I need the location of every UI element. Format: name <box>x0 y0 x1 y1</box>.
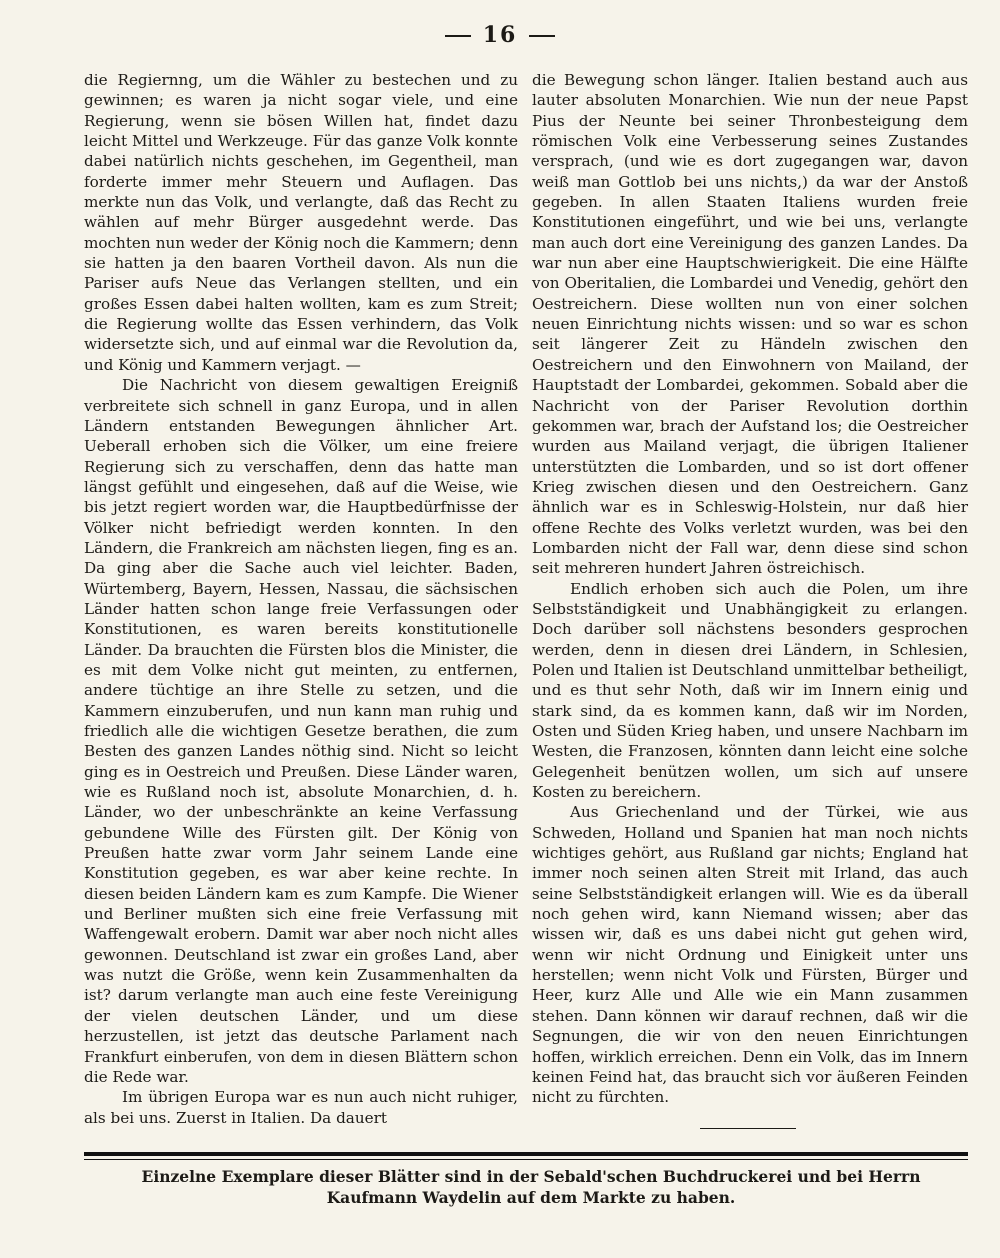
page-header <box>0 22 1000 48</box>
paragraph: Aus Griechenland und der Türkei, wie aus Schweden, Holland und Spanien hat man noch nichts wichtiges gehört, aus Rußland gar nichts; England hat immer noch seinen alten Streit mit Irland, das auch seine Selbstständigkeit erlangen will. Wie es da überall noch gehen wird, kann Niemand wissen; aber das wissen wir, daß es uns dabei nicht gut gehen wird, wenn wir nicht Ordnung und Einigkeit unter uns herstellen; wenn nicht Volk und Fürsten, Bürger und Heer, kurz Alle und Alle wie ein Mann zusammen stehen. Dann können wir darauf rechnen, daß wir die Segnungen, die wir von den neuen Einrichtungen hoffen, wirklich erreichen. Denn ein Volk, das im Innern keinen Feind hat, das braucht sich vor äußeren Feinden nicht zu fürchten. <box>532 803 968 1107</box>
page-number: 16 <box>482 22 518 48</box>
paragraph: die Bewegung schon länger. Italien bestand auch aus lauter absoluten Monarchien. Wie nun der neue Papst Pius der Neunte bei seiner Thronbesteigung dem römischen Volk eine Verbesserung seines Zustandes versprach, (und wie es dort zugegangen war, davon weiß man Gottlob bei uns nichts,) da war der Anstoß gegeben. In allen Staaten Italiens wurden freie Konstitutionen eingeführt, und wie bei uns, verlangte man auch dort eine Vereinigung des ganzen Landes. Da war nun aber eine Hauptschwierigkeit. Die eine Hälfte von Oberitalien, die Lombardei und Venedig, gehört den Oestreichern. Diese wollten nun von einer solchen neuen Einrichtung nichts wissen: und so war es schon seit längerer Zeit zu Händeln zwischen den Oestreichern und den Einwohnern von Mailand, der Hauptstadt der Lombardei, gekommen. Sobald aber die Nachricht von der Pariser Revolution dorthin gekommen war, brach der Aufstand los; die Oestreicher wurden aus Mailand verjagt, die übrigen Italiener unterstützten die Lombarden, und so ist dort offener Krieg zwischen diesen und den Oestreichern. Ganz ähnlich war es in Schleswig-Holstein, nur daß hier offene Rechte des Volks verletzt wurden, was bei den Lombarden nicht der Fall war, denn diese sind schon seit mehreren hundert Jahren östreichisch. <box>532 71 968 578</box>
footer-rule-thin <box>84 1159 968 1160</box>
footer-rule-thick <box>84 1152 968 1156</box>
footer-notice: Einzelne Exemplare dieser Blätter sind in der Sebald'schen Buchdruckerei und bei Herrn Kaufmann Waydelin auf dem Markte zu haben. <box>141 1167 921 1207</box>
paragraph: die Regiernng, um die Wähler zu bestechen und zu gewinnen; es waren ja nicht sogar viele, und eine Regierung, wenn sie bösen Willen hat, findet dazu leicht Mittel und Werkzeuge. Für das ganze Volk konnte dabei natürlich nichts geschehen, im Gegentheil, man forderte immer mehr Steuern und Auflagen. Das merkte nun das Volk, und verlangte, daß das Recht zu wählen auf mehr Bürger ausgedehnt werde. Das mochten nun weder der König noch die Kammern; denn sie hatten ja den baaren Vortheil davon. Als nun die Pariser aufs Neue das Verlangen stellten, und ein großes Essen dabei halten wollten, kam es zum Streit; die Regierung wollte das Essen verhindern, das Volk widersetzte sich, und auf einmal war die Revolution da, und König und Kammern verjagt. — <box>84 71 518 374</box>
left-column <box>84 70 518 1128</box>
paragraph: Die Nachricht von diesem gewaltigen Ereigniß verbreitete sich schnell in ganz Europa, und in allen Ländern entstanden Bewegungen ähnlicher Art. Ueberall erhoben sich die Völker, um eine freiere Regierung sich zu verschaffen, denn das hatte man längst gefühlt und eingesehen, daß auf die Weise, wie bis jetzt regiert worden war, die Hauptbedürfnisse der Völker nicht befriedigt werden konnten. In den Ländern, die Frankreich am nächsten liegen, fing es an. Da ging aber die Sache auch viel leichter. Baden, Würtemberg, Bayern, Hessen, Nassau, die sächsischen Länder hatten schon lange freie Verfassungen oder Konstitutionen, es waren bereits konstitutionelle Länder. Da brauchten die Fürsten blos die Minister, die es mit dem Volke nicht gut meinten, zu entfernen, andere tüchtige an ihre Stelle zu setzen, und die Kammern einzuberufen, und nun kann man ruhig und friedlich alle die wichtigen Gesetze berathen, die zum Besten des ganzen Landes nöthig sind. Nicht so leicht ging es in Oestreich und Preußen. Diese Länder waren, wie es Rußland noch ist, absolute Monarchien, d. h. Länder, wo der unbeschränkte an keine Verfassung gebundene Wille des Fürsten gilt. Der König von Preußen hatte zwar vorm Jahr seinem Lande eine Konstitution gegeben, es war aber keine rechte. In diesen beiden Ländern kam es zum Kampfe. Die Wiener und Berliner mußten sich eine freie Verfassung mit Waffengewalt erobern. Damit war aber noch nicht alles gewonnen. Deutschland ist zwar ein großes Land, aber was nutzt die Größe, wenn kein Zusammenhalten da ist? darum verlangte man auch eine feste Vereinigung der vielen deutschen Länder, und um diese herzustellen, ist jetzt das deutsche Parlament nach Frankfurt einberufen, von dem in diesen Blättern schon die Rede war. <box>84 376 518 1086</box>
header-dash-left <box>445 35 471 37</box>
paragraph: Endlich erhoben sich auch die Polen, um ihre Selbstständigkeit und Unabhängigkeit zu erlangen. Doch darüber soll nächstens besonders gesprochen werden, denn in diesen drei Ländern, in Schlesien, Polen und Italien ist Deutschland unmittelbar betheiligt, und es thut sehr Noth, daß wir im Innern einig und stark sind, da es kommen kann, daß wir im Norden, Osten und Süden Krieg haben, und unsere Nachbarn im Westen, die Franzosen, könnten dann leicht eine solche Gelegenheit benützen wollen, um sich auf unsere Kosten zu bereichern. <box>532 579 968 802</box>
right-column <box>532 70 968 1108</box>
article-end-divider <box>700 1128 796 1129</box>
header-dash-right <box>529 35 555 37</box>
paragraph: Im übrigen Europa war es nun auch nicht ruhiger, als bei uns. Zuerst in Italien. Da dauert <box>84 1088 518 1127</box>
